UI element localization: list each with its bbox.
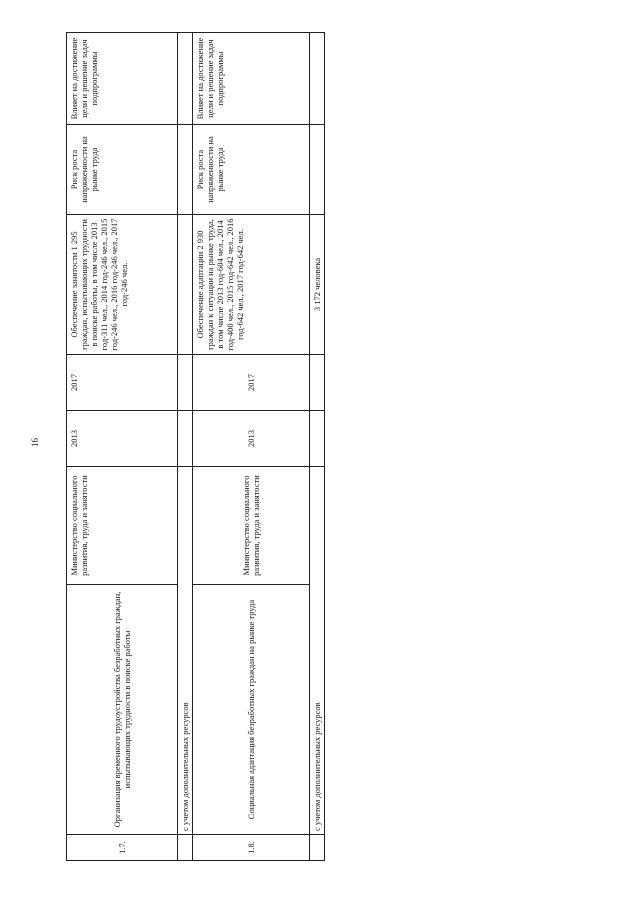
end-year: 2017 (193, 355, 310, 411)
total-value: 3 172 человека (310, 215, 325, 355)
risk: Риск роста напряженности на рынке труда (67, 125, 178, 215)
end-year: 2017 (67, 355, 178, 411)
empty-cell (178, 33, 193, 125)
empty-cell (178, 355, 193, 411)
impact: Влияет на достижение цели и решение задач подпрограммы (193, 33, 310, 125)
page-number: 16 (30, 438, 40, 447)
executor: Министерство социального развития, труда и занятости (193, 467, 310, 585)
empty-cell (310, 835, 325, 861)
executor: Министерство социального развития, труда и занятости (67, 467, 178, 585)
table-row (178, 33, 193, 861)
table-row (193, 33, 310, 861)
impact: Влияет на достижение цели и решение задач подпрограммы (67, 33, 178, 125)
table-row (67, 33, 178, 861)
empty-cell (178, 215, 193, 355)
empty-cell (310, 355, 325, 411)
empty-cell (310, 33, 325, 125)
row-number: 1.7. (67, 835, 178, 861)
start-year: 2013 (67, 411, 178, 467)
table-row (310, 33, 325, 861)
empty-cell (310, 411, 325, 467)
activity-name: Социальная адаптация безработных граждан на рынке труда (193, 585, 310, 835)
empty-cell (178, 835, 193, 861)
start-year: 2013 (193, 411, 310, 467)
empty-cell (178, 411, 193, 467)
activity-name: Организация временного трудоустройства безработных граждан, испытывающих трудности в поиске работы (67, 585, 178, 835)
empty-cell (310, 125, 325, 215)
expected-result: Обеспечение адаптации 2 930 граждан к ситуации на рынке труда, в том числе 2013 год-604 чел., 2014 год-400 чел., 2015 год-642 чел., 2016 год-642 чел., 2017 год-642 чел. (193, 215, 310, 355)
empty-cell (178, 125, 193, 215)
risk: Риск роста напряженности на рынке труда (193, 125, 310, 215)
expected-result: Обеспечение занятости 1 295 граждан, испытывающих трудности в поиске работы, в том числе 2013 год-311 чел., 2014 год-246 чел., 2015 год-246 чел., 2016 год-246 чел., 2017 год-246 чел. (67, 215, 178, 355)
rotated-table-wrapper (66, 33, 323, 861)
extra-resources-label: с учетом дополнительных ресурсов (310, 467, 325, 835)
row-number: 1.8. (193, 835, 310, 861)
extra-resources-label: с учетом дополнительных ресурсов (178, 467, 193, 835)
activities-table (66, 32, 325, 861)
